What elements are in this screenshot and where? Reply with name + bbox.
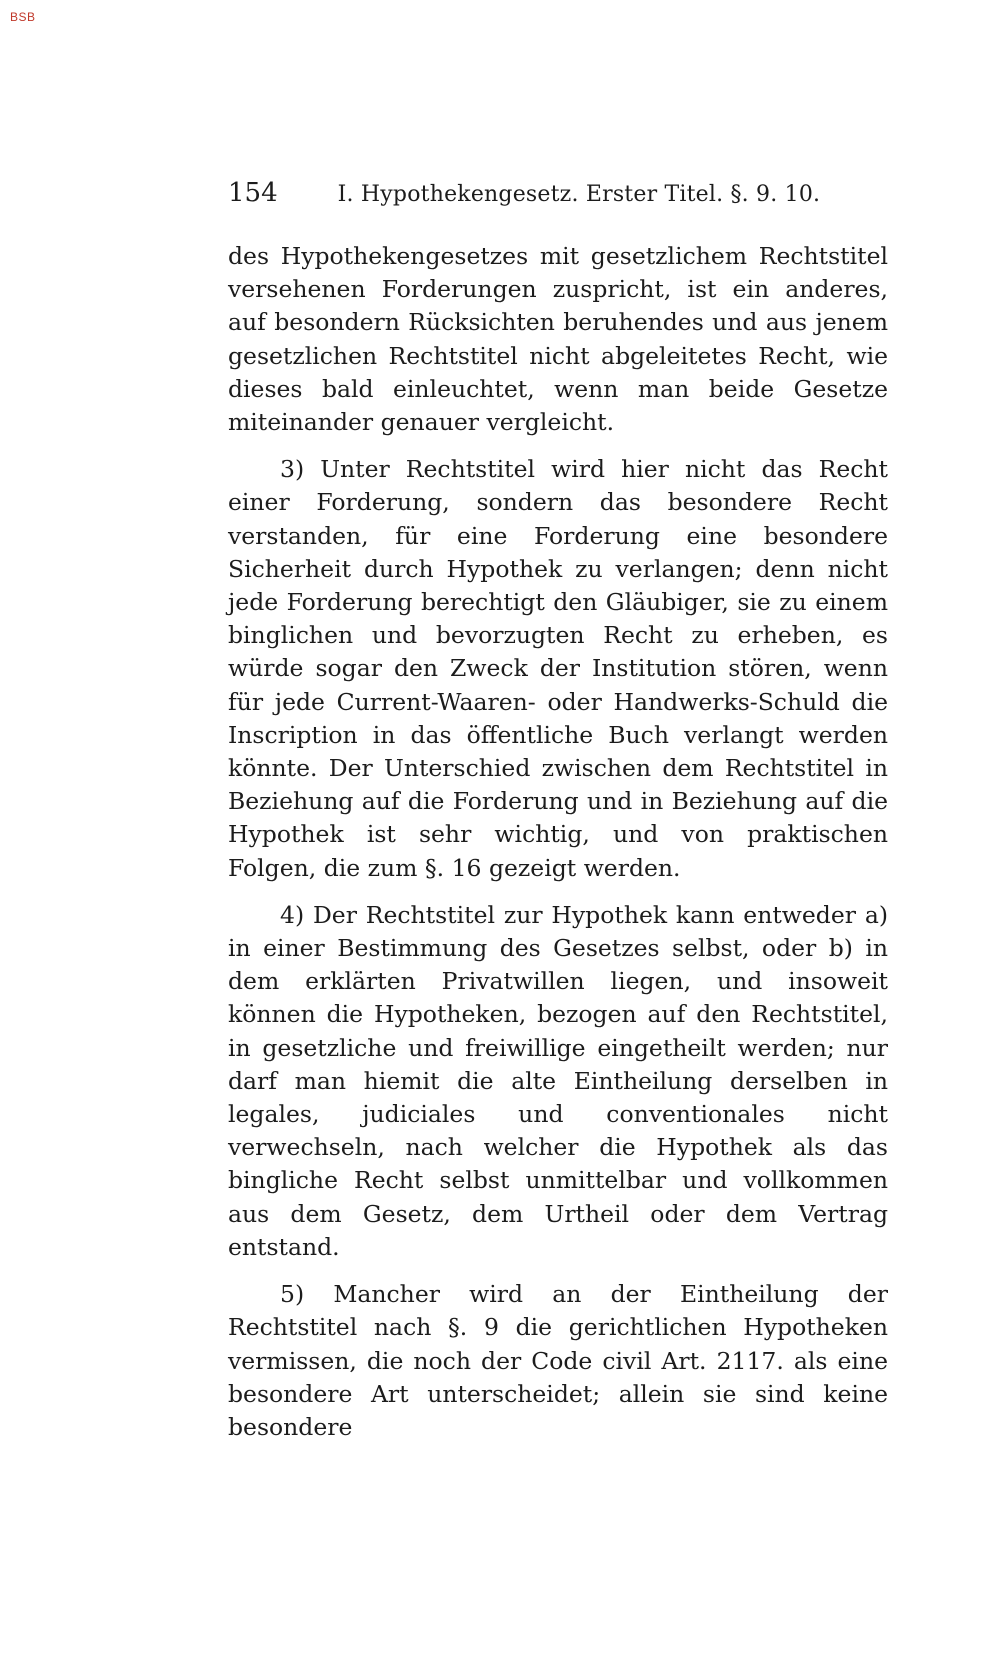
running-head xyxy=(228,178,888,208)
paragraph-3: 3) Unter Rechtstitel wird hier nicht das Recht einer Forderung, sondern das besondere Recht verstanden, für eine Forderung eine besondere Sicherheit durch Hypothek zu verlangen; denn nicht jede Forderung berechtigt den Gläubiger, sie zu einem binglichen und bevorzugten Recht zu erheben, es würde sogar den Zweck der Institution stören, wenn für jede Current-Waaren- oder Handwerks-Schuld die Inscription in das öffentliche Buch verlangt werden könnte. Der Unterschied zwischen dem Rechtstitel in Beziehung auf die Forderung und in Beziehung auf die Hypothek ist sehr wichtig, und von praktischen Folgen, die zum §. 16 gezeigt werden. xyxy=(228,455,888,882)
library-mark: BSB xyxy=(10,10,36,24)
paragraph-continuation: des Hypothekengesetzes mit gesetzlichem Rechtstitel versehenen Forderungen zuspricht, ist ein anderes, auf besondern Rücksichten beruhendes und aus jenem gesetzlichen Rechtstitel nicht abgeleitetes Recht, wie dieses bald einleuchtet, wenn man beide Gesetze miteinander genauer vergleicht. xyxy=(228,242,888,437)
paragraph-4: 4) Der Rechtstitel zur Hypothek kann entweder a) in einer Bestimmung des Gesetzes selbst, oder b) in dem erklärten Privatwillen liegen, und insoweit können die Hypotheken, bezogen auf den Rechtstitel, in gesetzliche und freiwillige eingetheilt werden; nur darf man hiemit die alte Eintheilung derselben in legales, judiciales und conventionales nicht verwechseln, nach welcher die Hypothek als das bingliche Recht selbst unmittelbar und vollkommen aus dem Gesetz, dem Urtheil oder dem Vertrag entstand. xyxy=(228,900,888,1261)
running-head-title: I. Hypothekengesetz. Erster Titel. §. 9. 10. xyxy=(337,182,821,207)
paragraph-5: 5) Mancher wird an der Eintheilung der Rechtstitel nach §. 9 die gerichtlichen Hypotheken vermissen, die noch der Code civil Art. 2117. als eine besondere Art unterscheidet; allein sie sind keine besondere xyxy=(228,1280,888,1441)
body-text xyxy=(228,240,888,1444)
page-number: 154 xyxy=(228,178,278,208)
book-page xyxy=(228,178,888,1458)
